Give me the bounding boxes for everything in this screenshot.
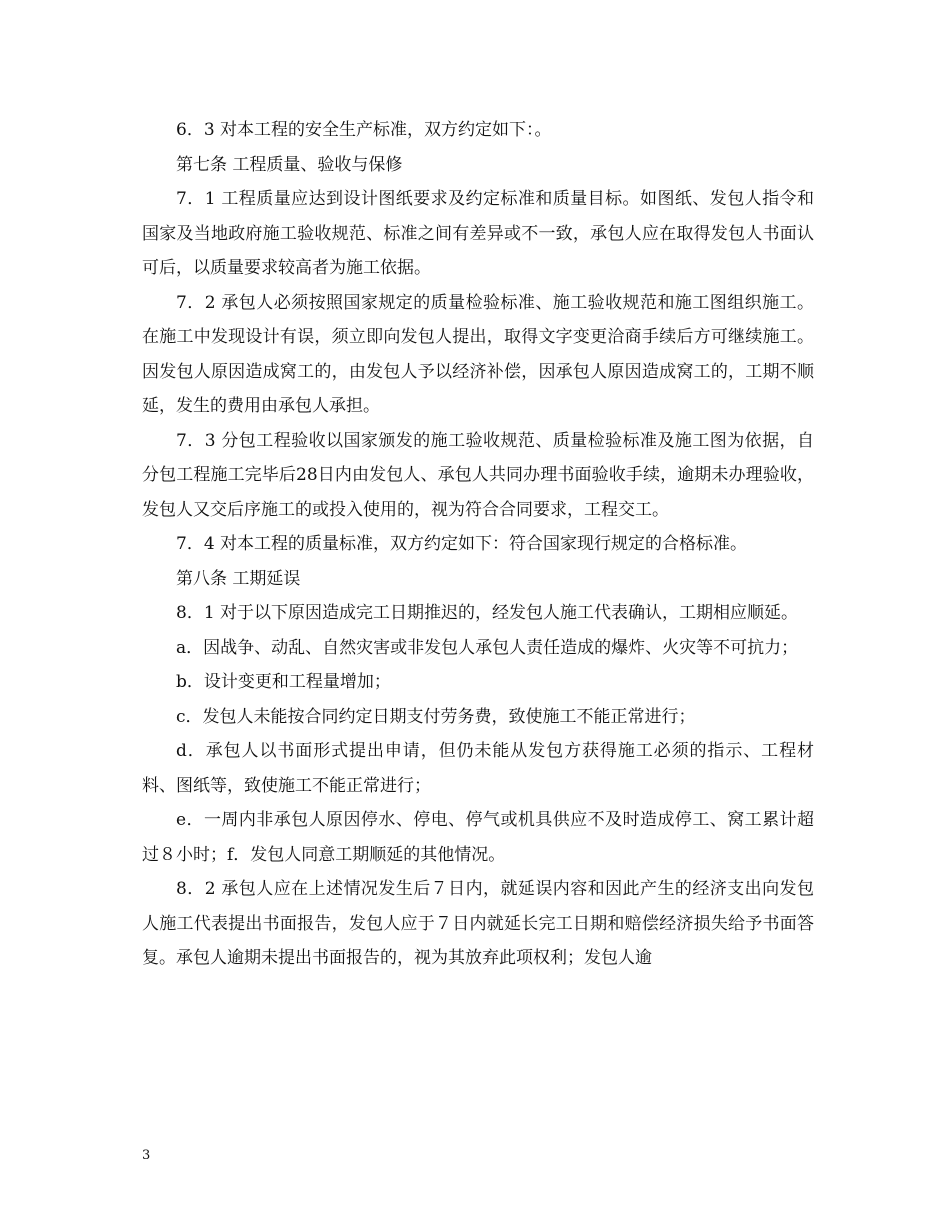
item-b: b．设计变更和工程量增加；: [176, 672, 391, 692]
article-8-heading: 第八条 工期延误: [176, 568, 301, 589]
item-c: c．发包人未能按合同约定日期支付劳务费，致使施工不能正常进行；: [176, 706, 696, 727]
clause-8-1: 8．1 对于以下原因造成完工日期推迟的，经发包人施工代表确认，工期相应顺延。: [176, 603, 799, 623]
clause-7-2: 7．2 承包人必须按照国家规定的质量检验标准、施工验收规范和施工图组织施工。在施工中发现设计有误，须立即向发包人提出，取得文字变更洽商手续后方可继续施工。因发包人原因造成窝工的，由发包人予以经济补偿，因承包人原因造成窝工的，工期不顺延，发生的费用由承包人承担。: [142, 292, 814, 416]
clause-8-2: 8．2 承包人应在上述情况发生后７日内，就延误内容和因此产生的经济支出向发包人施工代表提出书面报告，发包人应于７日内就延长完工日期和赔偿经济损失给予书面答复。承包人逾期未提出书面报告的，视为其放弃此项权利；发包人逾: [142, 879, 814, 968]
page-number: 3: [142, 1148, 151, 1163]
clause-7-4: 7．4 对本工程的质量标准，双方约定如下：符合国家现行规定的合格标准。: [176, 534, 748, 554]
article-7-heading: 第七条 工程质量、验收与保修: [176, 154, 403, 175]
item-a: a．因战争、动乱、自然灾害或非发包人承包人责任造成的爆炸、火灾等不可抗力；: [176, 637, 799, 658]
clause-7-3: 7．3 分包工程验收以国家颁发的施工验收规范、质量检验标准及施工图为依据，自分包工程施工完毕后28日内由发包人、承包人共同办理书面验收手续，逾期未办理验收，发包人又交后序施工的或投入使用的，视为符合合同要求，工程交工。: [142, 430, 814, 520]
clause-6-3: 6．3 对本工程的安全生产标准，双方约定如下：。: [176, 120, 552, 140]
item-d: d．承包人以书面形式提出申请，但仍未能从发包方获得施工必须的指示、工程材料、图纸等，致使施工不能正常进行；: [142, 741, 814, 796]
clause-7-1: 7．1 工程质量应达到设计图纸要求及约定标准和质量目标。如图纸、发包人指令和国家及当地政府施工验收规范、标准之间有差异或不一致，承包人应在取得发包人书面认可后，以质量要求较高者为施工依据。: [142, 189, 814, 278]
document-body: [142, 113, 814, 976]
item-e-f: e．一周内非承包人原因停水、停电、停气或机具供应不及时造成停工、窝工累计超过８小时；f．发包人同意工期顺延的其他情况。: [142, 810, 814, 865]
